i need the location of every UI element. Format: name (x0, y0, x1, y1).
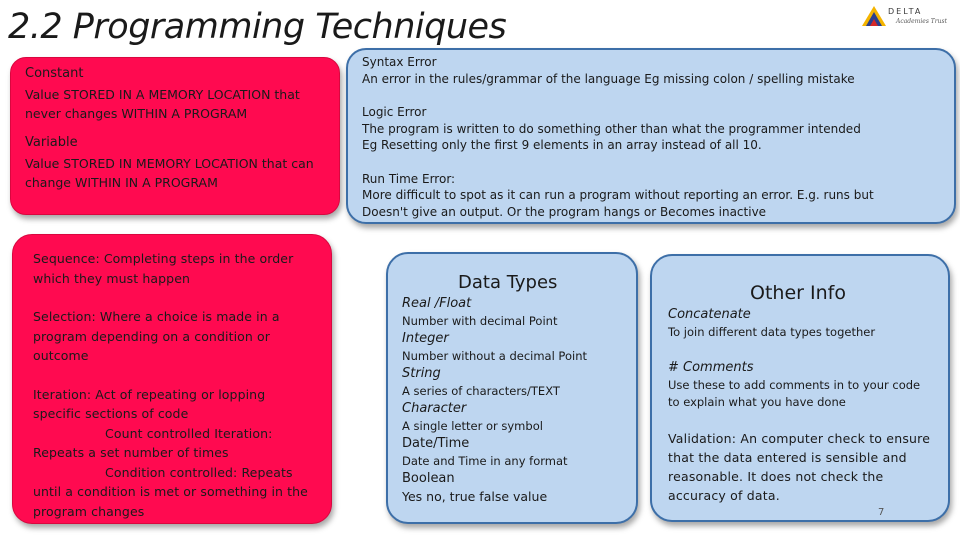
constant-term: Constant (25, 66, 84, 81)
concatenate-title: Concatenate (668, 307, 751, 322)
type-desc: Number with decimal Point (402, 314, 558, 328)
type-desc: Date and Time in any format (402, 454, 568, 468)
other-info-box (650, 254, 950, 522)
type-desc: A series of characters/TEXT (402, 384, 560, 398)
constant-desc-emphasis: WITHIN A PROGRAM (121, 106, 248, 121)
logo-subtitle: Academies Trust (896, 18, 948, 25)
syntax-error-title: Syntax Error (362, 55, 437, 69)
count-controlled-desc: Repeats a set number of times (33, 445, 229, 460)
condition-controlled-text (33, 463, 313, 522)
logic-error-desc: The program is written to do something other than what the programmer intended (362, 121, 861, 136)
type-desc: Number without a decimal Point (402, 349, 587, 363)
constant-desc-emphasis: MEMORY LOCATION (148, 87, 271, 102)
constant-description (25, 85, 325, 123)
variable-term: Variable (25, 135, 78, 150)
validation-desc: An computer check to ensure that the data entered is sensible and reasonable. It does not check the accuracy of data. (668, 431, 931, 503)
variable-desc-part: that can change (25, 156, 314, 190)
errors-box (346, 48, 956, 224)
runtime-error-desc: More difficult to spot as it can run a program without reporting an error. E.g. runs but (362, 188, 874, 202)
page-number: 7 (878, 507, 885, 518)
runtime-error-desc-2: Doesn't give an output. Or the program hangs or Becomes inactive (362, 204, 767, 219)
validation-label: Validation: (668, 431, 737, 446)
iteration-text: Iteration: Act of repeating or lopping specific sections of code (33, 386, 266, 421)
comments-desc: Use these to add comments in to your code to explain what you have done (668, 378, 921, 409)
constructs-box (12, 234, 332, 524)
delta-triangle-icon (860, 4, 888, 28)
logic-error-title: Logic Error (362, 105, 427, 119)
type-name: Character (402, 401, 467, 416)
type-name: Date/Time (402, 436, 470, 451)
type-name: String (402, 366, 441, 381)
sequence-text: Sequence: Completing steps in the order which they must happen (33, 251, 294, 286)
page-title: 2.2 Programming Techniques (8, 7, 507, 47)
variable-description (25, 154, 325, 192)
constant-desc-part: Value STORED IN A (25, 87, 149, 102)
data-types-heading: Data Types (458, 272, 558, 293)
constant-desc-part: that never changes (25, 87, 300, 121)
variable-desc-emphasis: MEMORY LOCATION (135, 156, 258, 171)
condition-controlled-label: Condition controlled: (105, 464, 238, 480)
count-controlled-label: Count controlled Iteration: (105, 425, 273, 441)
logic-error-example: Eg Resetting only the first 9 elements in an array instead of all 10. (362, 138, 762, 152)
logo-name: DELTA (888, 7, 923, 16)
selection-text: Selection: Where a choice is made in a program depending on a condition or outcome (33, 309, 280, 363)
concatenate-desc: To join different data types together (668, 325, 876, 339)
type-name: Real /Float (402, 296, 472, 311)
type-name: Integer (402, 331, 449, 346)
definitions-box (10, 57, 340, 215)
data-types-box (386, 252, 638, 524)
type-desc: Yes no, true false value (402, 489, 548, 504)
runtime-error-title: Run Time Error: (362, 171, 456, 186)
syntax-error-desc: An error in the rules/grammar of the language Eg missing colon / spelling mistake (362, 71, 855, 86)
type-desc: A single letter or symbol (402, 419, 543, 433)
other-info-heading: Other Info (750, 282, 846, 304)
variable-desc-part: Value STORED IN (25, 156, 136, 171)
validation-text (668, 429, 932, 505)
type-name: Boolean (402, 471, 455, 486)
variable-desc-emphasis: WITHIN IN A PROGRAM (74, 175, 218, 190)
condition-controlled-desc: Repeats until a condition is met or something in the program changes (33, 464, 308, 519)
comments-title: # Comments (668, 360, 754, 375)
delta-logo (860, 4, 952, 30)
